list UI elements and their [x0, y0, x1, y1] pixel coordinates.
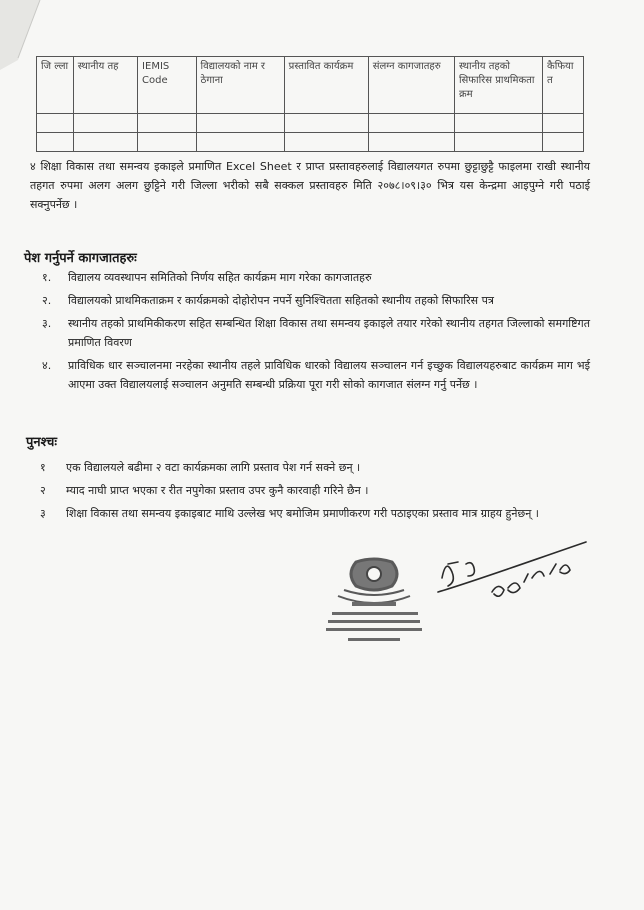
postscript-list: [40, 458, 580, 527]
list-item: १ एक विद्यालयले बढीमा २ वटा कार्यक्रमका लागि प्रस्ताव पेश गर्न सक्ने छन् ।: [40, 461, 361, 474]
header-iemis-code: IEMIS Code: [138, 57, 197, 114]
header-attachments: संलग्न कागजातहरु: [368, 57, 454, 114]
instruction-paragraph-4: ४ शिक्षा विकास तथा समन्वय इकाइले प्रमाणित Excel Sheet र प्राप्त प्रस्तावहरुलाई विद्यालयगत रुपमा छुट्टाछुट्टै फाइलमा राखी स्थानीय तहगत रुपमा अलग अलग छुट्टिने गरी जिल्ला भरीको सबै सक्कल प्रस्तावहरु मिति २०७८।०९।३० भित्र यस केन्द्रमा आइपुग्ने गरी पठाई सक्नुपर्नेछ ।: [30, 160, 590, 211]
list-item: १. विद्यालय व्यवस्थापन समितिको निर्णय सहित कार्यक्रम माग गरेका कागजातहरु: [42, 271, 372, 284]
header-proposed-program: प्रस्तावित कार्यक्रम: [284, 57, 368, 114]
list-item: ४. प्राविधिक धार सञ्चालनमा नरहेका स्थानीय तहले प्राविधिक धारको विद्यालय सञ्चालन गर्न इच्छुक विद्यालयहरुबाट कार्यक्रम माग भई आएमा उक्त विद्यालयलाई सञ्चालन अनुमति सम्बन्धी प्रक्रिया पूरा गरी सोको कागजात संलग्न गर्नु पर्नेछ ।: [42, 359, 590, 391]
list-item: ३ शिक्षा विकास तथा समन्वय इकाइबाट माथि उल्लेख भए बमोजिम प्रमाणीकरण गरी पठाइएका प्रस्ताव मात्र ग्राहय हुनेछन् ।: [40, 507, 539, 520]
header-district: जि ल्ला: [37, 57, 74, 114]
section-heading-documents: पेश गर्नुपर्ने कागजातहरुः: [24, 251, 137, 266]
header-recommendation-order: स्थानीय तहको सिफारिस प्राथमिकता क्रम: [454, 57, 542, 114]
list-item: ३. स्थानीय तहको प्राथमिकीकरण सहित सम्बन्धित शिक्षा विकास तथा समन्वय इकाइले तयार गरेको स्थानीय तहगत जिल्लाको समगष्टिगत प्रमाणित विवरण: [42, 317, 590, 349]
proposal-table: [36, 56, 584, 152]
office-seal-stamp: [318, 556, 430, 666]
header-school-name: विद्यालयको नाम र ठेगाना: [196, 57, 284, 114]
section-heading-postscript: पुनश्चः: [26, 435, 58, 450]
list-item: २ म्याद नाघी प्राप्त भएका र रीत नपुगेका प्रस्ताव उपर कुनै कारवाही गरिने छैन ।: [40, 484, 369, 497]
list-item: २. विद्यालयको प्राथमिकताक्रम र कार्यक्रमको दोहोरोपन नपर्ने सुनिश्चितता सहितको स्थानीय तहको सिफारिस पत्र: [42, 294, 494, 307]
handwritten-signature: [432, 534, 592, 614]
header-remarks: कैफिया त: [543, 57, 584, 114]
header-local-level: स्थानीय तह: [73, 57, 137, 114]
table-header-row: [37, 57, 584, 114]
table-row: [37, 133, 584, 152]
documents-list: [42, 268, 590, 398]
table-row: [37, 114, 584, 133]
